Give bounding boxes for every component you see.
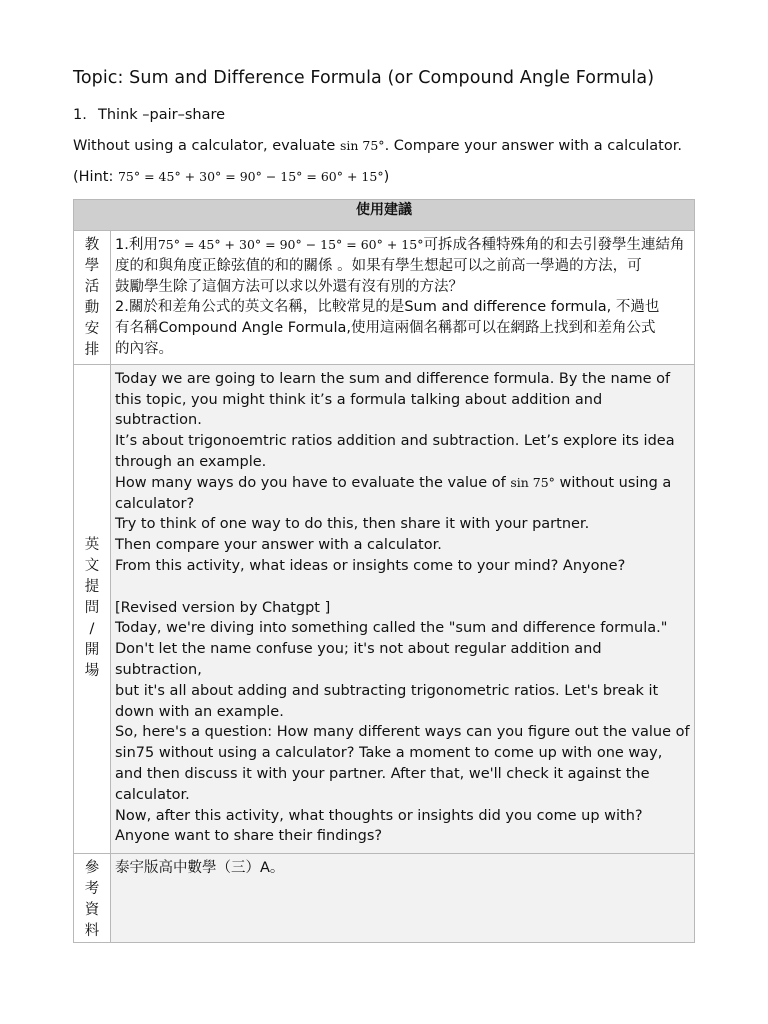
english-line [115,473,690,494]
label-char: 英 [84,537,100,554]
label-char: 活 [84,279,100,295]
list-text: Think –pair–share [98,107,226,123]
activity-content [111,231,695,365]
activity-line: 的內容。 [115,340,173,357]
table-row-activity [74,231,695,365]
activity-line-suffix: 可拆成各種特殊角的和去引發學生連結角 [423,237,685,253]
label-char: 資 [84,901,100,918]
english-line: [Revised version by Chatgpt ] [115,599,331,616]
question-text-after: . Compare your answer with a calculator. [384,138,682,154]
english-line: calculator? [115,495,195,512]
label-char: 文 [84,558,100,575]
english-line: but it's all about adding and subtracting trigonometric ratios. Let's break it [115,682,659,699]
row-label-activity [74,231,111,365]
english-math: sin 75° [510,474,555,490]
english-line: Today, we're diving into something called the "sum and difference formula." [115,620,668,637]
row-label-english [74,364,111,853]
label-char: 排 [84,342,100,358]
english-line: calculator. [115,786,190,803]
table-header: 使用建議 [74,200,695,231]
table-header-row [74,200,695,231]
activity-line-prefix: 1.利用 [115,237,158,253]
question-line [73,138,682,154]
blank-line [115,577,690,598]
english-line-after: without using a [554,474,672,491]
english-line: through an example. [115,453,267,470]
table-row-english-prompt [74,364,695,853]
label-char: 場 [84,663,100,680]
label-char: 考 [84,880,100,897]
reference-text: 泰宇版高中數學（三）A。 [115,859,285,876]
activity-line: 鼓勵學生除了這個方法可以求以外還有沒有別的方法？ [115,278,463,295]
label-char: 安 [84,321,100,337]
english-line-before: How many ways do you have to evaluate the value of [115,474,511,491]
label-char: 參 [84,859,100,876]
list-item-think-pair-share [73,107,225,123]
english-line: this topic, you might think it’s a formula talking about addition and subtraction. [115,391,603,429]
usage-suggestion-table [73,199,695,943]
english-line: down with an example. [115,703,284,720]
hint-text-before: (Hint: [73,169,118,185]
english-line: From this activity, what ideas or insights come to your mind? Anyone? [115,557,626,574]
english-line: Anyone want to share their findings? [115,828,383,845]
label-char: 問 [84,600,100,617]
hint-line [73,169,389,185]
english-line: Don't let the name confuse you; it's not about regular addition and subtraction, [115,641,602,678]
english-line: Now, after this activity, what thoughts or insights did you come up with? [115,807,643,824]
hint-math: 75° = 45° + 30° = 90° − 15° = 60° + 15° [117,169,384,184]
english-content [111,364,695,853]
english-line: Try to think of one way to do this, then share it with your partner. [115,516,590,533]
label-char: 提 [84,579,100,596]
hint-text-after: ) [383,169,390,185]
label-char: 開 [84,642,100,659]
activity-line: 度的和與角度正餘弦值的和的關係 。如果有學生想起可以之前高一學過的方法，可 [115,257,642,274]
english-line: It’s about trigonoemtric ratios addition and subtraction. Let’s explore its idea [115,433,675,450]
english-line: and then discuss it with your partner. After that, we'll check it against the [115,765,650,782]
activity-math: 75° = 45° + 30° = 90° − 15° = 60° + 15° [157,237,424,252]
english-line: Today we are going to learn the sum and difference formula. By the name of [115,370,671,387]
row-label-reference [74,853,111,942]
table-row-reference [74,853,695,942]
question-math: sin 75° [339,138,385,153]
english-line: So, here's a question: How many different ways can you figure out the value of [115,724,690,741]
english-line: sin75 without using a calculator? Take a moment to come up with one way, [115,745,663,762]
label-char: 教 [84,237,100,253]
page-title: Topic: Sum and Difference Formula (or Compound Angle Formula) [73,68,655,88]
label-char: 動 [84,300,100,316]
reference-content [111,853,695,942]
question-text-before: Without using a calculator, evaluate [73,138,340,154]
label-char: 料 [84,922,100,939]
label-char: / [89,621,95,638]
activity-line: 2.關於和差角公式的英文名稱，比較常見的是Sum and difference formula, 不過也 [115,299,660,316]
list-number: 1. [73,107,87,123]
activity-line: 有名稱Compound Angle Formula,使用這兩個名稱都可以在網路上找到和差角公式 [115,320,656,337]
english-line: Then compare your answer with a calculator. [115,537,442,554]
label-char: 學 [84,258,100,274]
activity-line [115,235,690,256]
